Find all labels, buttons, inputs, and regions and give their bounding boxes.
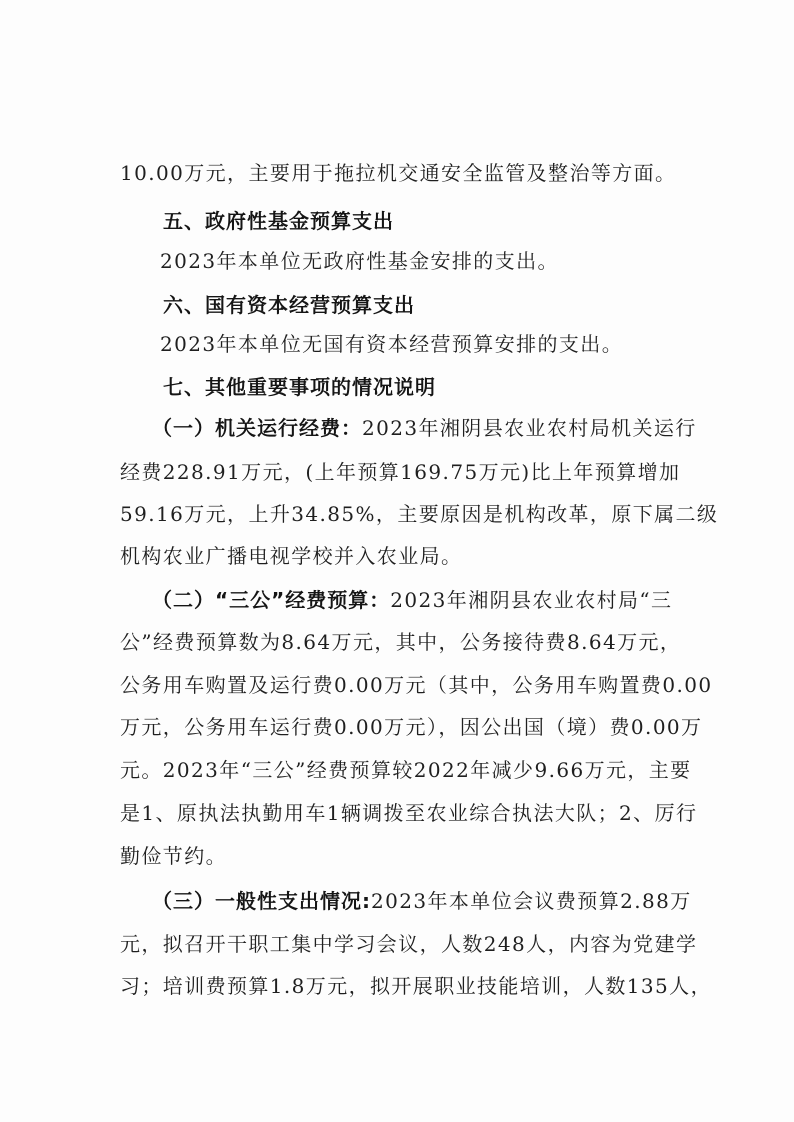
paragraph-line: 59.16万元，上升34.85%，主要原因是机构改革，原下属二级 (120, 502, 719, 526)
paragraph-line: 公务用车购置及运行费0.00万元（其中，公务用车购置费0.00 (120, 673, 713, 697)
paragraph-line: 勤俭节约。 (120, 844, 227, 868)
paragraph-line: 机构农业广播电视学校并入农业局。 (120, 544, 463, 568)
paragraph-line: 元，拟召开干职工集中学习会议，人数248人，内容为党建学 (120, 932, 698, 956)
subsection-lead: （三）一般性支出情况: (152, 889, 371, 913)
paragraph-line: （一）机关运行经费：2023年湘阴县农业农村局机关运行 (152, 416, 697, 440)
paragraph-line: 是1、原执法执勤用车1辆调拨至农业综合执法大队；2、厉行 (120, 801, 698, 825)
paragraph-line: 经费228.91万元，(上年预算169.75万元)比上年预算增加 (120, 460, 681, 484)
section-heading: 七、其他重要事项的情况说明 (163, 375, 436, 399)
paragraph-line: （三）一般性支出情况:2023年本单位会议费预算2.88万 (152, 889, 692, 913)
subsection-lead: （一）机关运行经费： (152, 416, 362, 440)
paragraph-line: 2023年本单位无国有资本经营预算安排的支出。 (160, 332, 624, 356)
paragraph-line: （二）“三公”经费预算：2023年湘阴县农业农村局“三 (152, 588, 673, 612)
paragraph-line: 2023年本单位无政府性基金安排的支出。 (160, 249, 559, 273)
paragraph-line: 习；培训费预算1.8万元，拟开展职业技能培训，人数135人， (120, 974, 712, 998)
section-heading: 五、政府性基金预算支出 (163, 209, 394, 233)
paragraph-line: 10.00万元，主要用于拖拉机交通安全监管及整治等方面。 (120, 161, 677, 185)
paragraph-line: 公”经费预算数为8.64万元，其中，公务接待费8.64万元， (120, 630, 682, 654)
section-heading: 六、国有资本经营预算支出 (163, 293, 415, 317)
subsection-lead: （二）“三公”经费预算： (152, 588, 391, 612)
paragraph-line: 元。2023年“三公”经费预算较2022年减少9.66万元，主要 (120, 758, 692, 782)
paragraph-line: 万元，公务用车运行费0.00万元），因公出国（境）费0.00万 (120, 715, 703, 739)
